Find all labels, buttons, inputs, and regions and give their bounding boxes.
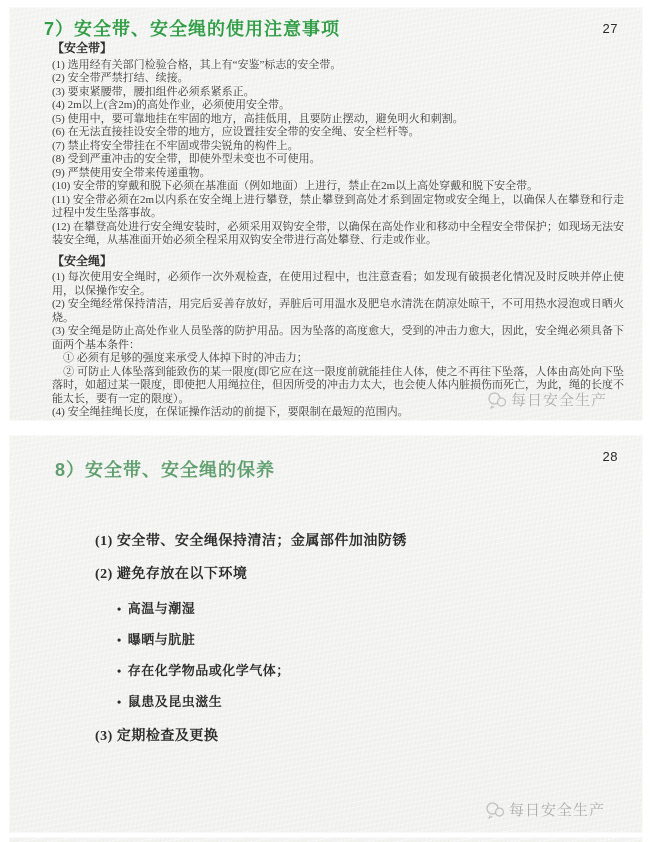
slide1-body (52, 42, 624, 420)
bullet-dot: • (117, 664, 122, 678)
environment-bullet-list (117, 600, 595, 711)
slide2-title: 8）安全带、安全绳的保养 (55, 460, 276, 480)
bullet-text: 存在化学物品或化学气体； (127, 663, 290, 678)
slide2-body (95, 532, 595, 760)
slide-27 (10, 8, 642, 420)
bullet-text: 鼠患及昆虫滋生 (127, 694, 223, 709)
belt-list-item: (4) 2m以上(含2m)的高处作业，必须使用安全带。 (52, 99, 291, 111)
belt-list-item: (8) 受到严重冲击的安全带，即使外型未变也不可使用。 (52, 153, 321, 165)
bullet-dot: • (117, 602, 122, 616)
belt-list-item: (7) 禁止将安全带挂在不牢固或带尖锐角的构件上。 (52, 139, 299, 152)
belt-list-item: (12) 在攀登高处进行安全绳安装时，必须采用双钩安全带，以确保在高处作业和移动中全程安全带保护；如现场无法安装安全绳，从基准面开始必须全程采用双钩安全带进行高处攀登、行走或作业。 (52, 220, 624, 246)
watermark-logo-icon (485, 801, 505, 819)
watermark-text: 每日安全生产 (509, 802, 606, 819)
slide-28 (10, 436, 642, 832)
rope-section-header: 【安全绳】 (52, 253, 113, 268)
belt-list-item: (3) 要束紧腰带，腰扣组件必须系紧系正。 (52, 85, 255, 98)
watermark-logo-icon (487, 391, 507, 409)
belt-item-list (52, 59, 624, 248)
bullet-dot: • (117, 633, 122, 647)
belt-list-item: (1) 选用经有关部门检验合格，其上有“安鉴”标志的安全带。 (52, 58, 342, 71)
belt-list-item: (11) 安全带必须在2m以内系在安全绳上进行攀登，禁止攀登到高处才系到固定物或安全绳上，以确保人在攀登和行走过程中发生坠落事故。 (52, 193, 624, 219)
bullet-text: 曝晒与肮脏 (127, 632, 196, 647)
rope-list-item: (1) 每次使用安全绳时，必须作一次外观检查，在使用过程中，也注意查看；如发现有破损老化情况及时反映并停止使用，以保操作安全。 (52, 271, 624, 297)
slide1-title: 7）安全带、安全绳的使用注意事项 (44, 19, 341, 39)
rope-list-item: ② 可防止人体坠落到能致伤的某一限度(即它应在这一限度前就能挂住人体，使之不再往下坠落，人体由高处向下坠落时，如超过某一限度，即使把人用绳拉住，但因所受的冲击力太大，也会使人体内脏损伤而死亡，为此，绳的长度不能太长，要有一定的限度）。 (52, 365, 624, 405)
page-number-27: 27 (602, 21, 618, 36)
bullet-text: 高温与潮湿 (127, 601, 196, 616)
belt-list-item: (5) 使用中，要可靠地挂在牢固的地方，高挂低用，且要防止摆动，避免明火和刺割。 (52, 112, 464, 125)
belt-section-header: 【安全带】 (52, 41, 113, 55)
environment-bullet (117, 600, 595, 618)
environment-bullet (117, 631, 595, 649)
maintenance-item-1: (1) 安全带、安全绳保持清洁；金属部件加油防锈 (95, 534, 407, 549)
rope-list-item: (2) 安全绳经常保持清洁，用完后妥善存放好，弄脏后可用温水及肥皂水清洗在荫凉处晾干，不可用热水浸泡或日晒火烧。 (52, 298, 624, 324)
environment-bullet (117, 693, 595, 711)
maintenance-item-2: (2) 避免存放在以下环境 (95, 567, 248, 582)
environment-bullet (117, 662, 595, 680)
belt-list-item: (10) 安全带的穿戴和脱下必须在基准面（例如地面）上进行，禁止在2m以上高处穿戴和脱下安全带。 (52, 180, 539, 192)
next-slide-edge (10, 838, 642, 842)
belt-list-item: (2) 安全带严禁打结、续接。 (52, 72, 189, 84)
maintenance-item-3: (3) 定期检查及更换 (95, 729, 219, 744)
watermark (487, 389, 607, 410)
belt-list-item: (9) 严禁使用安全带来传递重物。 (52, 166, 211, 179)
watermark-text: 每日安全生产 (511, 392, 608, 409)
belt-list-item: (6) 在无法直接挂设安全带的地方，应设置挂安全带的安全绳、安全栏杆等。 (52, 126, 420, 138)
page-number-28: 28 (602, 449, 618, 464)
rope-list-item: (3) 安全绳是防止高处作业人员坠落的防护用品。因为坠落的高度愈大，受到的冲击力愈大，因此，安全绳必须具备下面两个基本条件： (52, 325, 624, 351)
rope-list-item: ① 必须有足够的强度来承受人体掉下时的冲击力； (52, 352, 308, 364)
watermark (485, 799, 605, 820)
bullet-dot: • (117, 695, 122, 709)
rope-list-item: (4) 安全绳挂绳长度，在保证操作活动的前提下，要限制在最短的范围内。 (52, 406, 409, 418)
